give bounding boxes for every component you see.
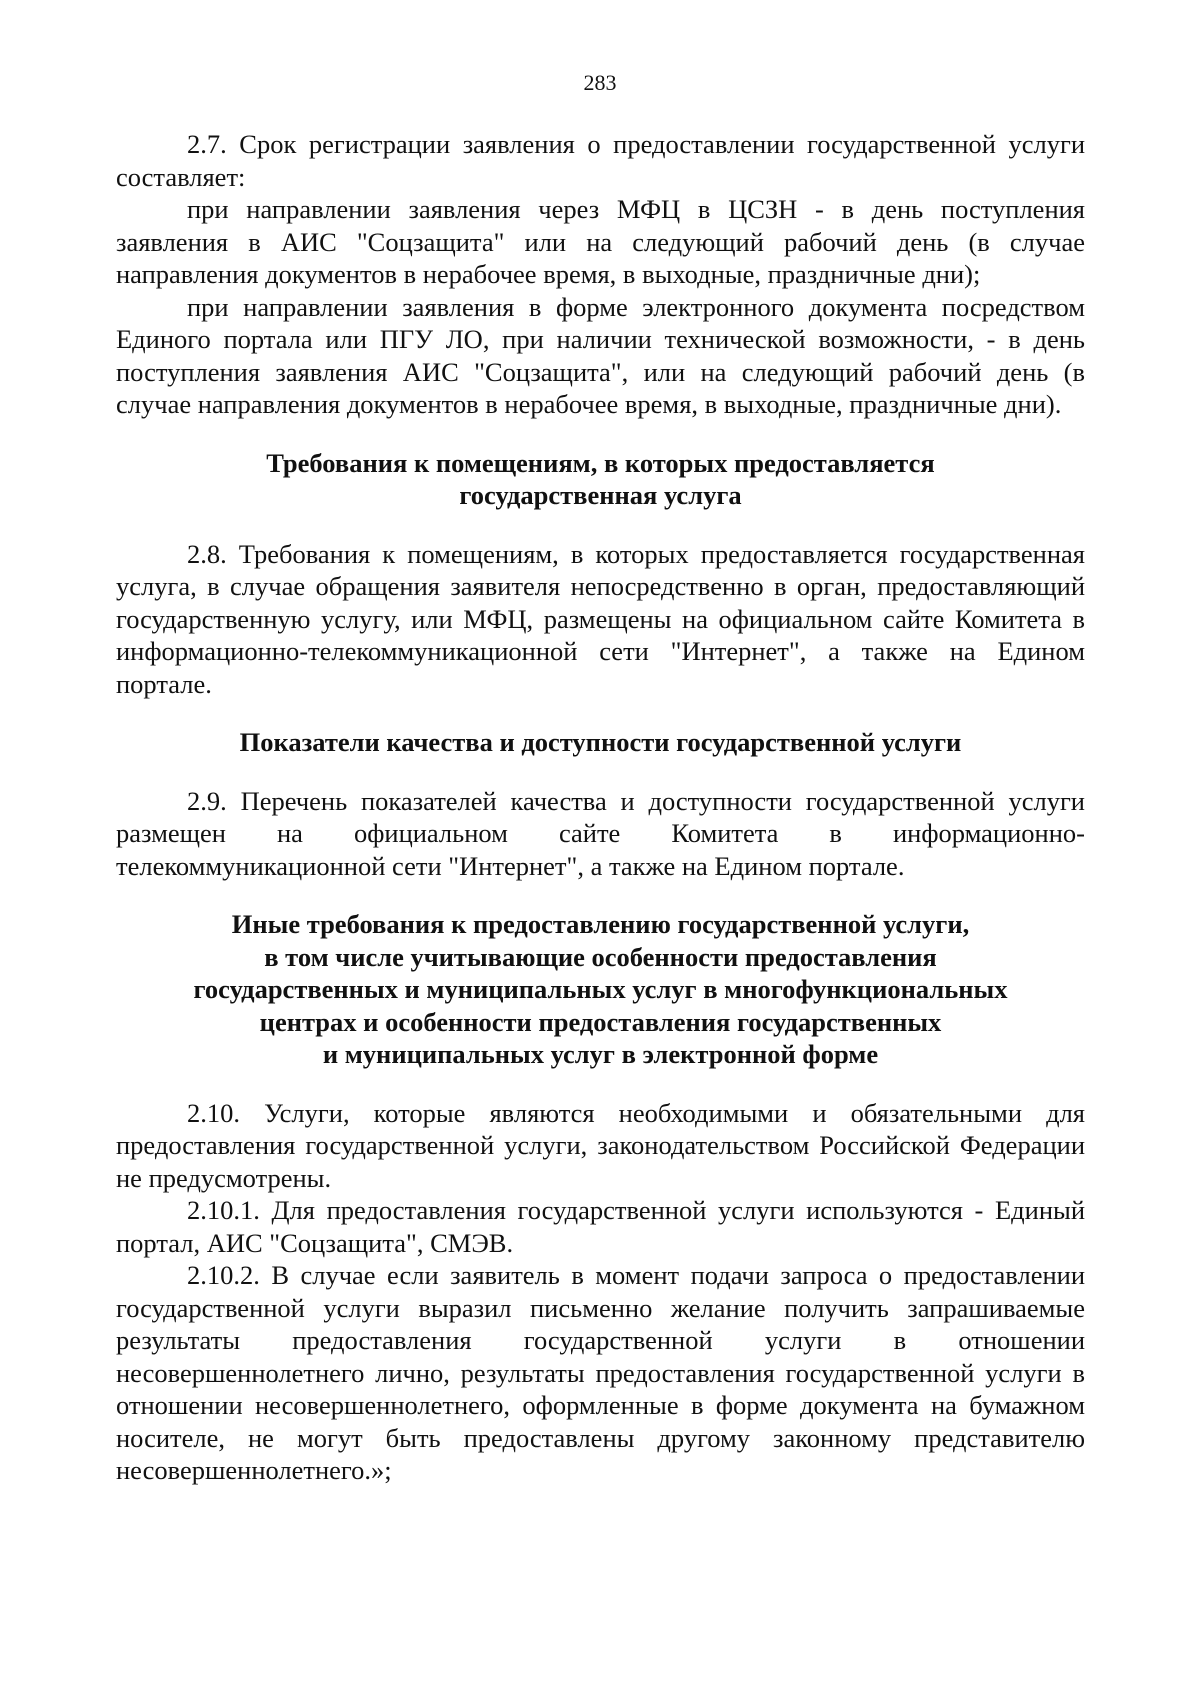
- paragraph-2-8: 2.8. Требования к помещениям, в которых предоставляется государственная услуга, в случае обращения заявителя непосредственно в орган, предоставляющий государственную услугу, или МФЦ, размещены на официальном сайте Комитета в информационно-телекоммуникационной сети "Интернет", а также на Едином портале.: [116, 538, 1085, 699]
- heading-other-line-3: государственных и муниципальных услуг в многофункциональных: [193, 974, 1008, 1004]
- document-body: [116, 128, 1085, 1487]
- heading-premises: [116, 447, 1085, 512]
- paragraph-2-9: 2.9. Перечень показателей качества и доступности государственной услуги размещен на официальном сайте Комитета в информационно-телекоммуникационной сети "Интернет", а также на Едином портале.: [116, 785, 1085, 881]
- paragraph-2-10-1: 2.10.1. Для предоставления государственной услуги используются - Единый портал, АИС "Соцзащита", СМЭВ.: [116, 1195, 1085, 1258]
- heading-other-line-2: в том числе учитывающие особенности предоставления: [264, 941, 937, 972]
- heading-premises-line-1: Требования к помещениям, в которых предоставляется: [266, 447, 935, 478]
- paragraph-2-10-2: 2.10.2. В случае если заявитель в момент подачи запроса о предоставлении государственной услуги выразил письменно желание получить запрашиваемые результаты предоставления государственной услуги в отношении несовершеннолетнего лично, результаты предоставления государственной услуги в отношении несовершеннолетнего, оформленные в форме документа на бумажном носителе, не могут быть предоставлены другому законному представителю несовершеннолетнего.»;: [116, 1260, 1085, 1485]
- heading-other-requirements: [116, 908, 1085, 1071]
- paragraph-2-7-item-electronic: при направлении заявления в форме электронного документа посредством Единого портала или ПГУ ЛО, при наличии технической возможности, - в день поступления заявления АИС "Соцзащита", или на следующий рабочий день (в случае направления документов в нерабочее время, в выходные, праздничные дни).: [116, 291, 1085, 419]
- page-number: 283: [583, 70, 617, 95]
- paragraph-2-10: 2.10. Услуги, которые являются необходимыми и обязательными для предоставления государственной услуги, законодательством Российской Федерации не предусмотрены.: [116, 1097, 1085, 1193]
- heading-other-line-4: центрах и особенности предоставления государственных: [259, 1006, 942, 1037]
- heading-quality: Показатели качества и доступности государственной услуги: [239, 727, 962, 757]
- heading-other-line-1: Иные требования к предоставлению государственной услуги,: [231, 909, 970, 939]
- paragraph-2-7-intro: 2.7. Срок регистрации заявления о предоставлении государственной услуги составляет:: [116, 129, 1085, 192]
- paragraph-2-7-item-mfc: при направлении заявления через МФЦ в ЦСЗН - в день поступления заявления в АИС "Соцзащита" или на следующий рабочий день (в случае направления документов в нерабочее время, в выходные, праздничные дни);: [116, 194, 1085, 289]
- heading-other-line-5: и муниципальных услуг в электронной форме: [322, 1039, 879, 1069]
- heading-premises-line-2: государственная услуга: [459, 480, 742, 510]
